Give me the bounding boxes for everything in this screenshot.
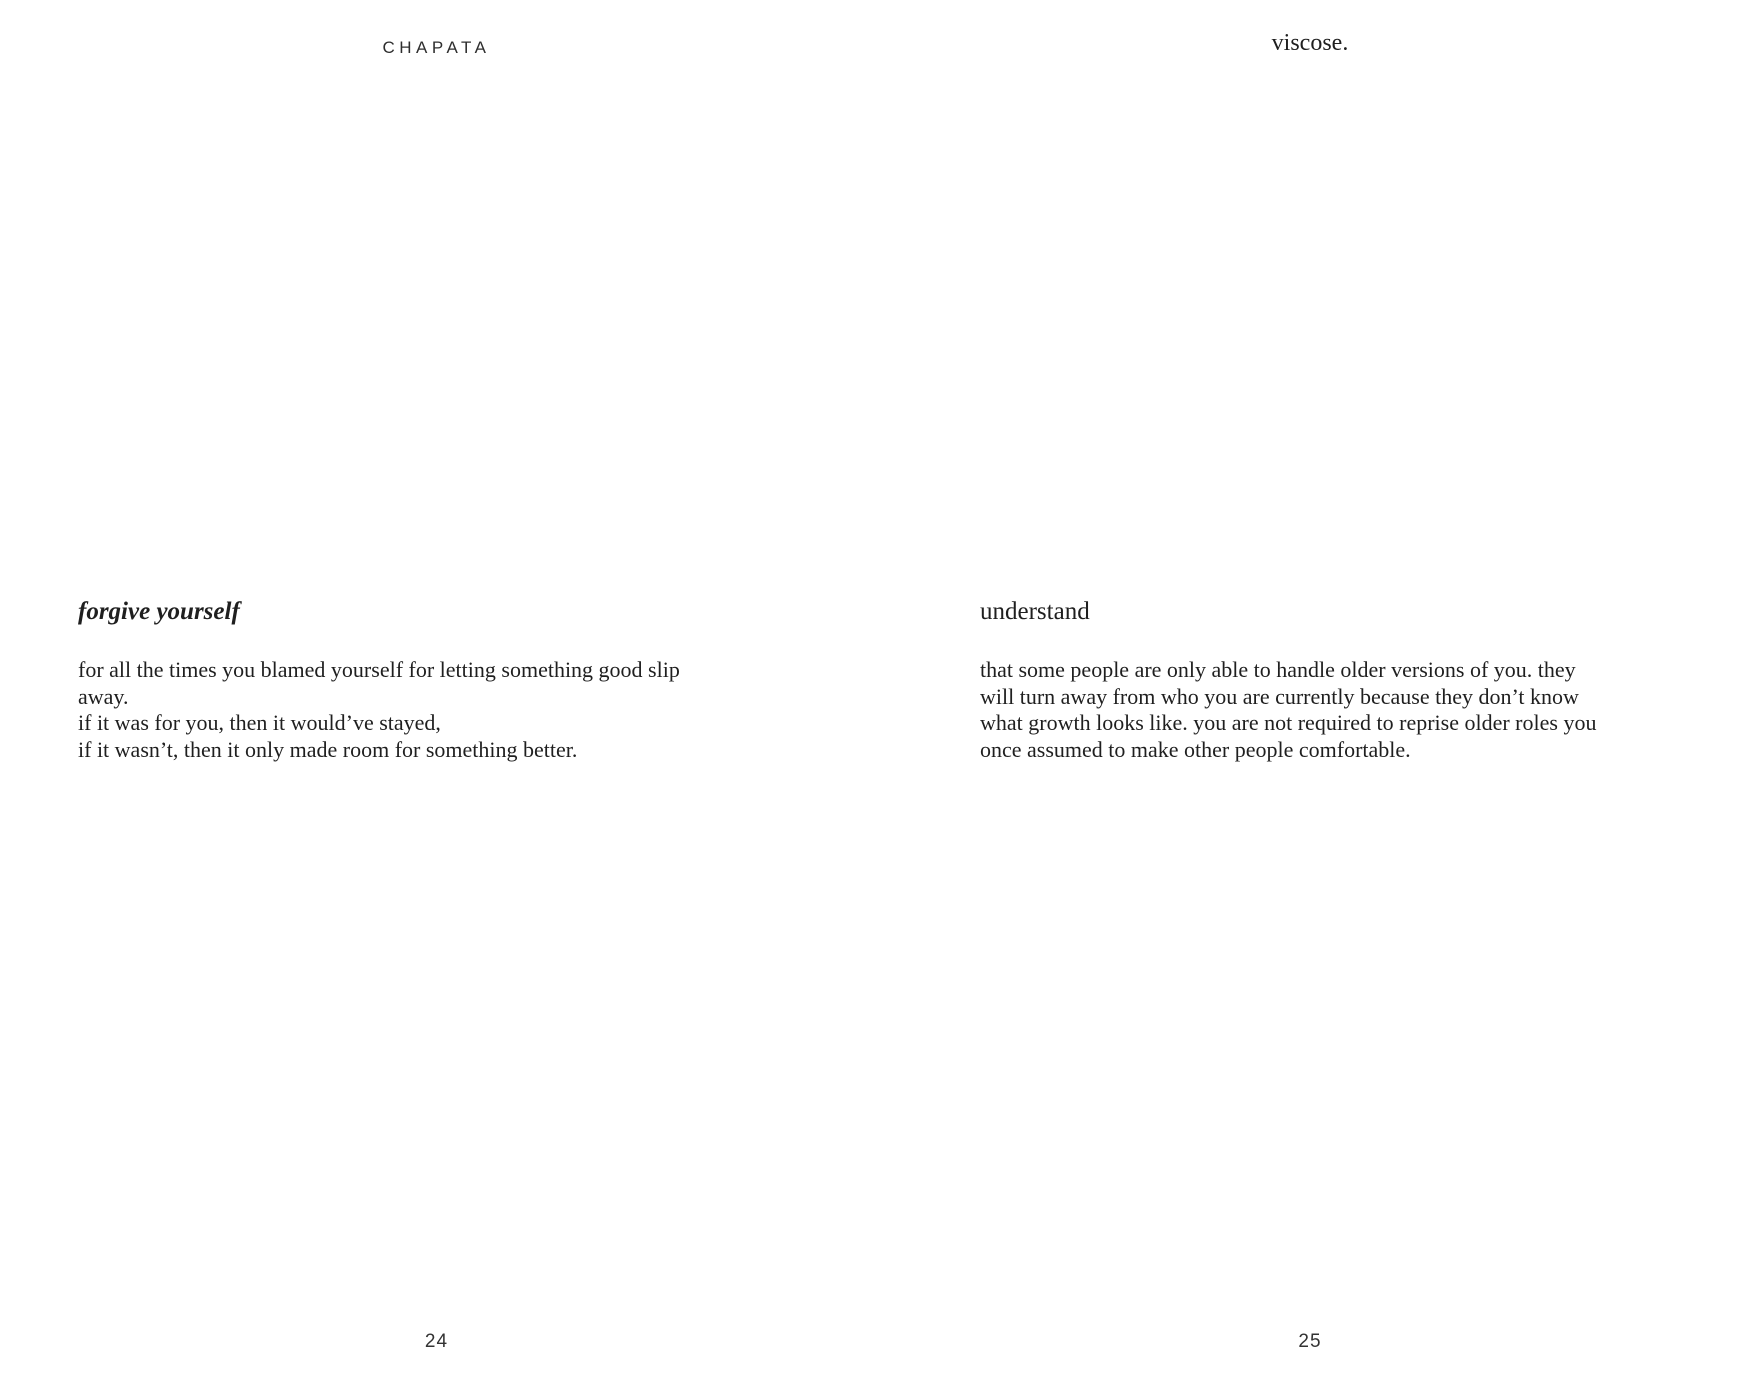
page-number-left: 24: [424, 1331, 449, 1352]
poem-line: for all the times you blamed yourself for letting something good slip: [78, 657, 680, 682]
poem-line: away.: [78, 683, 129, 709]
poem-body-right: [980, 657, 1597, 763]
poem-line: what growth looks like. you are not required to reprise older roles you: [980, 710, 1597, 735]
poem-line: if it was for you, then it would’ve stayed,: [78, 710, 441, 735]
poem-line: will turn away from who you are currently because they don’t know: [980, 683, 1579, 709]
left-page: [0, 0, 873, 1395]
poem-line: if it wasn’t, then it only made room for something better.: [78, 736, 578, 762]
running-head-author: CHAPATA: [382, 38, 491, 57]
page-number-right: 25: [1298, 1331, 1322, 1352]
poem-title-right: understand: [980, 598, 1090, 625]
poem-body-left: [78, 657, 718, 763]
poem-line: once assumed to make other people comfortable.: [980, 736, 1411, 762]
right-page: [873, 0, 1747, 1395]
poem-line: that some people are only able to handle older versions of you. they: [980, 657, 1576, 682]
running-head-book-title: viscose.: [1271, 30, 1349, 56]
poem-title-left: forgive yourself: [78, 598, 240, 625]
